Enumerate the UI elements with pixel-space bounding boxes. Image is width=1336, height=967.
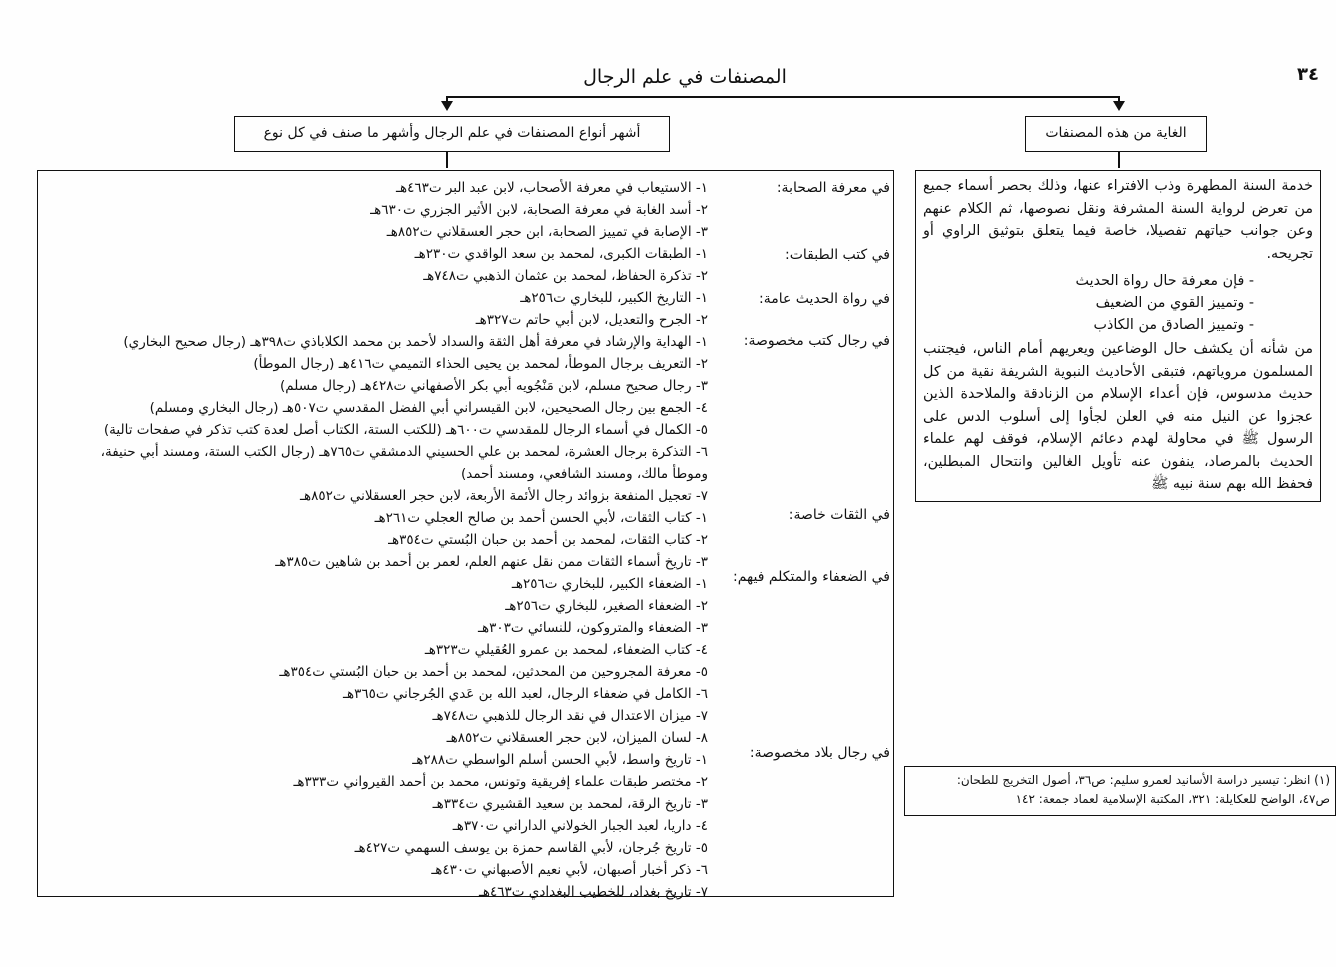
- list-item: ٨- لسان الميزان، لابن حجر العسقلاني ت٨٥٢هـ: [446, 730, 708, 746]
- list-item: ٢- كتاب الثقات، لمحمد بن أحمد بن حبان البُستي ت٣٥٤هـ: [388, 532, 708, 548]
- goal-item: - فإن معرفة حال رواة الحديث: [1075, 273, 1254, 289]
- connector-goal-to-text: [1118, 152, 1120, 168]
- list-item: ٢- تذكرة الحفاظ، لمحمد بن عثمان الذهبي ت٧٤٨هـ: [423, 268, 708, 284]
- category-weak: في الضعفاء والمتكلم فيهم:: [732, 569, 890, 585]
- list-item: وموطأ مالك، ومسند الشافعي، ومسند أحمد): [461, 466, 708, 482]
- connector-top: [446, 96, 1120, 98]
- list-item: ٤- الجمع بين رجال الصحيحين، لابن القيسراني أبي الفضل المقدسي ت٥٠٧هـ (رجال البخاري ومسلم): [149, 400, 708, 416]
- list-item: ٦- الكامل في ضعفاء الرجال، لعبد الله بن عَدي الجُرجاني ت٣٦٥هـ: [343, 686, 708, 702]
- goal-explanation-text: من شأنه أن يكشف حال الوضاعين ويعريهم أمام الناس، فيجتنب المسلمون مروياتهم، فتبقى الأحاديث النبوية الشريفة نقية من كل حديث مدسوس، فإن أعداء الإسلام من الزنادقة والملاحدة الذين عجزوا عن النيل منه في العلن لجأوا إلى أسلوب الدس على الرسول ﷺ في محاولة لهدم دعائم الإسلام، فوقف لهم علماء الحديث بالمرصاد، ينفون عنه تأويل الغالين وانتحال المبطلين، فحفظ الله بهم سنة نبيه ﷺ: [923, 341, 1313, 492]
- list-item: ٧- ميزان الاعتدال في نقد الرجال للذهبي ت٧٤٨هـ: [432, 708, 708, 724]
- list-item: ٥- تاريخ جُرجان، لأبي القاسم حمزة بن يوسف السهمي ت٤٢٧هـ: [354, 840, 708, 856]
- connector-types-to-list: [446, 152, 448, 168]
- header-goal-label: الغاية من هذه المصنفات: [1045, 125, 1187, 141]
- list-item: ١- الهداية والإرشاد في معرفة أهل الثقة والسداد لأحمد بن محمد الكلاباذي ت٣٩٨هـ (رجال صحيح البخاري): [123, 334, 708, 350]
- list-item: ٣- الضعفاء والمتروكون، للنسائي ت٣٠٣هـ: [478, 620, 708, 636]
- list-item: ٣- الإصابة في تمييز الصحابة، ابن حجر العسقلاني ت٨٥٢هـ: [386, 224, 708, 240]
- list-item: ١- الطبقات الكبرى، لمحمد بن سعد الواقدي ت٢٣٠هـ: [414, 246, 708, 262]
- header-types-label: أشهر أنواع المصنفات في علم الرجال وأشهر ما صنف في كل نوع: [263, 125, 641, 141]
- goal-item: - وتمييز الصادق من الكاذب: [1093, 317, 1254, 333]
- goal-item: - وتمييز القوي من الضعيف: [1095, 295, 1254, 311]
- category-tabaqat: في كتب الطبقات:: [784, 247, 890, 263]
- list-item: ١- كتاب الثقات، لأبي الحسن أحمد بن صالح العجلي ت٢٦١هـ: [374, 510, 708, 526]
- list-item: ٥- الكمال في أسماء الرجال للمقدسي ت٦٠٠هـ (للكتب الستة، الكتاب أصل لعدة كتب تذكر في صفحات تالية): [103, 422, 708, 438]
- page-title: المصنفات في علم الرجال: [583, 66, 787, 88]
- list-item: ١- تاريخ واسط، لأبي الحسن أسلم الواسطي ت٢٨٨هـ: [412, 752, 708, 768]
- list-item: ١- الاستيعاب في معرفة الأصحاب، لابن عبد البر ت٤٦٣هـ: [396, 180, 708, 196]
- arrow-right: [1113, 101, 1125, 111]
- list-item: ٣- رجال صحيح مسلم، لابن مَنْجُويه أبي بكر الأصفهاني ت٤٢٨هـ (رجال مسلم): [279, 378, 708, 394]
- list-item: ٣- تاريخ الرقة، لمحمد بن سعيد القشيري ت٣٣٤هـ: [432, 796, 708, 812]
- list-item: ٢- أسد الغابة في معرفة الصحابة، لابن الأثير الجزري ت٦٣٠هـ: [370, 202, 708, 218]
- list-item: ٦- ذكر أخبار أصبهان، لأبي نعيم الأصبهاني ت٤٣٠هـ: [431, 862, 708, 878]
- goal-intro-text: خدمة السنة المطهرة وذب الافتراء عنها، وذلك بحصر أسماء جميع من تعرض لرواية السنة المشرفة ونقل نصوصها، ثم الكلام عنهم وعن جوانب حياتهم تفصيلا، خاصة فيما يتعلق بتوثيق الراوي أو تجريحه.: [923, 178, 1313, 262]
- list-item: ٤- داريا، لعبد الجبار الخولاني الداراني ت٣٧٠هـ: [452, 818, 708, 834]
- list-item: ١- التاريخ الكبير، للبخاري ت٢٥٦هـ: [520, 290, 708, 306]
- list-item: ٢- مختصر طبقات علماء إفريقية وتونس، محمد بن أحمد القيرواني ت٣٣٣هـ: [293, 774, 708, 790]
- header-goal-box: [1025, 116, 1207, 152]
- list-item: ٢- الجرح والتعديل، لابن أبي حاتم ت٣٢٧هـ: [475, 312, 708, 328]
- list-item: ٢- التعريف برجال الموطأ، لمحمد بن يحيى الحذاء التميمي ت٤١٦هـ (رجال الموطأ): [253, 356, 708, 372]
- footnote-line: ص٤٧، الواضح للعكايلة: ٣٢١، المكتبة الإسلامية لعماد جمعة: ١٤٢: [1015, 792, 1330, 806]
- header-types-box: [234, 116, 670, 152]
- list-item: ٧- تعجيل المنفعة بزوائد رجال الأئمة الأربعة، لابن حجر العسقلاني ت٨٥٢هـ: [300, 488, 708, 504]
- category-companions: في معرفة الصحابة:: [776, 180, 890, 196]
- footnote-line: (١) انظر: تيسير دراسة الأسانيد لعمرو سليم: ص٣٦، أصول التخريج للطحان:: [956, 773, 1330, 787]
- list-item: ٢- الضعفاء الصغير، للبخاري ت٢٥٦هـ: [505, 598, 708, 614]
- category-specific-books: في رجال كتب مخصوصة:: [743, 333, 890, 349]
- list-item: ٤- كتاب الضعفاء، لمحمد بن عمرو العُقيلي ت٣٢٣هـ: [424, 642, 708, 658]
- page-number: ٣٤: [1297, 64, 1319, 85]
- category-general-narrators: في رواة الحديث عامة:: [759, 291, 890, 307]
- list-item: ٦- التذكرة برجال العشرة، لمحمد بن علي الحسيني الدمشقي ت٧٦٥هـ (رجال الكتب الستة، ومسند أبي حنيفة،: [100, 444, 708, 460]
- list-item: ٣- تاريخ أسماء الثقات ممن نقل عنهم العلم، لعمر بن أحمد بن شاهين ت٣٨٥هـ: [275, 554, 708, 570]
- list-item: ٥- معرفة المجروحين من المحدثين، لمحمد بن أحمد بن حبان البُستي ت٣٥٤هـ: [279, 664, 708, 680]
- category-regions: في رجال بلاد مخصوصة:: [749, 745, 890, 761]
- list-item: ٧- تاريخ بغداد، للخطيب البغدادي ت٤٦٣هـ: [478, 884, 708, 900]
- category-trustworthy: في الثقات خاصة:: [788, 507, 890, 523]
- list-item: ١- الضعفاء الكبير، للبخاري ت٢٥٦هـ: [511, 576, 708, 592]
- arrow-left: [441, 101, 453, 111]
